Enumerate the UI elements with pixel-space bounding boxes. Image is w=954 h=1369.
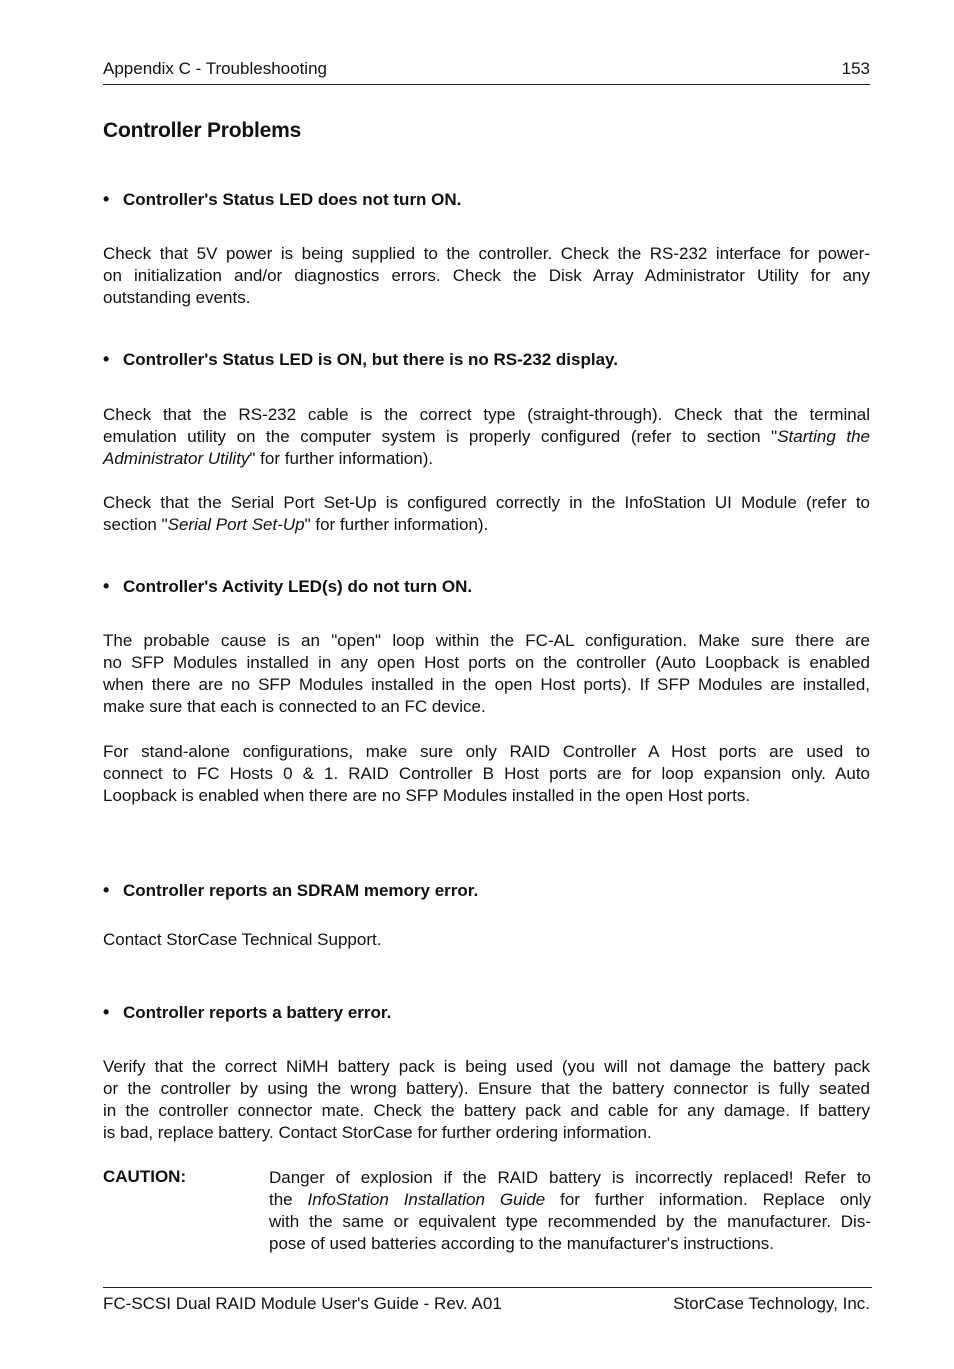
bullet-heading: • Controller's Activity LED(s) do not turn ON. [103,576,473,596]
paragraph: The probable cause is an "open" loop within the FC-AL configuration. Make sure there are no SFP Modules installed in any open Host ports on the controller (Auto Loopback is enabled when there are no SFP Modules installed in the open Host ports). If SFP Modules are installed, make sure that each is connected to an FC device. [103,631,870,716]
footer-title: FC-SCSI Dual RAID Module User's Guide - Rev. A01 [103,1294,502,1313]
running-header: Appendix C - Troubleshooting [103,59,327,78]
paragraph: Verify that the correct NiMH battery pack is being used (you will not damage the battery pack or the controller by using the wrong battery). Ensure that the battery connector is fully seated in the controller connector mate. Check the battery pack and cable for any damage. If battery is bad, replace battery. Contact StorCase for further ordering information. [103,1057,870,1142]
bullet-heading: • Controller reports an SDRAM memory error. [103,880,479,900]
header-rule [103,84,870,85]
bullet-icon: • [103,880,110,900]
footer-rule [103,1287,872,1288]
paragraph: Check that the RS-232 cable is the correct type (straight-through). Check that the terminal emulation utility on the computer system is properly configured (refer to section "Starting the Administrator Utility" for further information). [103,405,871,468]
page-number: 153 [841,59,870,78]
paragraph: Check that the Serial Port Set-Up is configured correctly in the InfoStation UI Module (refer to section "Serial Port Set-Up" for further information). [103,493,870,534]
paragraph: Contact StorCase Technical Support. [103,930,382,949]
bullet-icon: • [103,576,110,596]
caution-text: Danger of explosion if the RAID battery is incorrectly replaced! Refer to the InfoStation Installation Guide for further information. Replace only with the same or equivalent type recommended by the manufacturer. Dis- pose of used batteries according to the manufacturer's instructions. [269,1168,872,1253]
caution-label: CAUTION: [103,1167,187,1186]
bullet-heading: • Controller's Status LED is ON, but there is no RS-232 display. [103,349,618,369]
paragraph: Check that 5V power is being supplied to the controller. Check the RS-232 interface for power- on initialization and/or diagnostics errors. Check the Disk Array Administrator Utility for any outstanding events. [103,244,870,307]
bullet-icon: • [103,1002,110,1022]
footer-company: StorCase Technology, Inc. [673,1294,870,1313]
bullet-heading: • Controller's Status LED does not turn ON. [103,189,462,209]
bullet-icon: • [103,349,110,369]
bullet-icon: • [103,189,110,209]
section-title: Controller Problems [103,119,302,142]
bullet-heading: • Controller reports a battery error. [103,1002,392,1022]
paragraph: For stand-alone configurations, make sure only RAID Controller A Host ports are used to connect to FC Hosts 0 & 1. RAID Controller B Host ports are for loop expansion only. Auto Loopback is enabled when there are no SFP Modules installed in the open Host ports. [103,742,870,805]
